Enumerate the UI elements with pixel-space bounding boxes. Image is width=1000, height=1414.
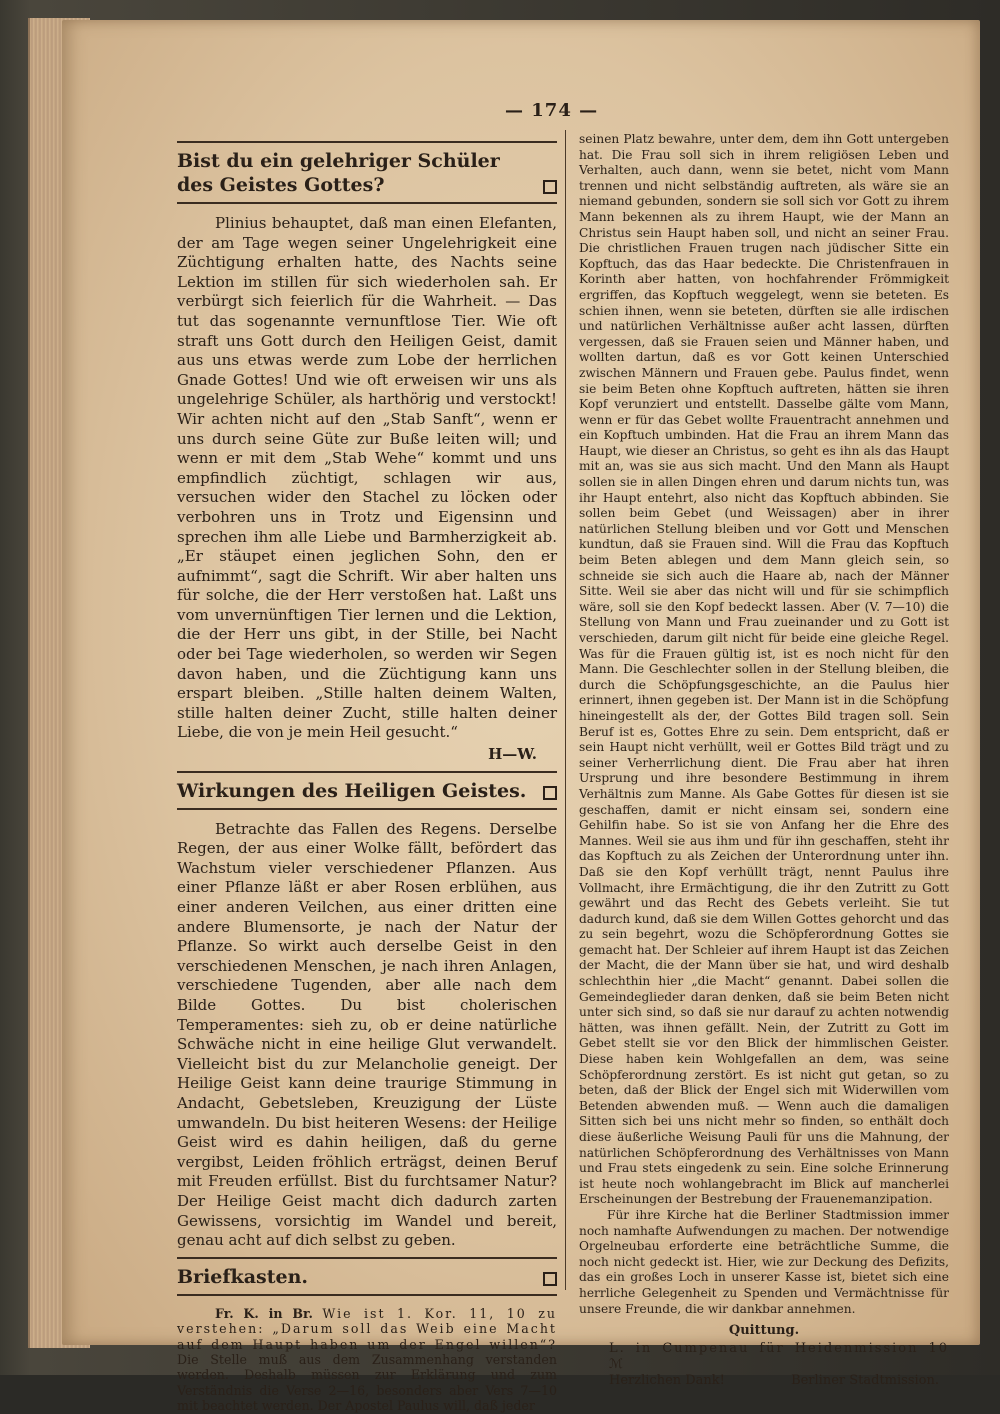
receipt-title: Quittung. <box>728 1323 800 1339</box>
receipt-line: L. in Cumpenau für Heidenmission 10 ℳ <box>609 1340 949 1372</box>
section-title-sec1: Bist du ein gelehriger Schüler des Geistes Gottes? <box>177 150 500 196</box>
page-number: — 174 — <box>505 100 599 121</box>
article-paragraph: Plinius behauptet, daß man einen Elefanten, der am Tage wegen seiner Ungelehrigkeit eine Züchtigung erhalten hatte, des Nachts seine Lektion im stillen für sich wiederholen sah. Er verbürgt sich feierlich für die Wahrheit. — Das tut das sogenannte vernunftlose Tier. Wie oft straft uns Gott durch den Heiligen Geist, damit aus uns etwas werde zum Lobe der herrlichen Gnade Gottes! Und wie oft erweisen wir uns als ungelehrige Schüler, als harthörig und verstockt! Wir achten nicht auf den „Stab Sanft“, wenn er uns durch seine Güte zur Buße leiten will; und wenn er mit dem „Stab Wehe“ kommt und uns empfindlich züchtigt, schlagen wir aus, versuchen wider den Stachel zu löcken oder verbohren uns in Trotz und Eigensinn und sprechen ihm alle Liebe und Barmherzigkeit ab. „Er stäupet einen jeglichen Sohn, den er aufnimmt“, sagt die Schrift. Wir aber halten uns für solche, die der Herr verstoßen hat. Laßt uns vom unvernünftigen Tier lernen und die Lektion, die der Herr uns gibt, in der Stille, bei Nacht oder bei Tage wiederholen, so werden wir Segen davon haben, und die Züchtigung kann uns erspart bleiben. „Stille halten deinem Walten, stille halten deiner Zucht, stille halten deiner Liebe, die von je mein Heil gesucht.“ <box>177 214 557 742</box>
letterbox-question: Wie ist 1. Kor. 11, 10 zu verstehen: „Darum soll das Weib eine Macht auf dem Haupt haben um der Engel willen“? <box>177 1305 557 1352</box>
letterbox-entry <box>177 1306 557 1414</box>
receipt-footer <box>609 1373 949 1389</box>
section-heading <box>177 141 557 204</box>
receipt-thanks: Herzlichen Dank! <box>609 1372 725 1388</box>
section-heading <box>177 1257 557 1296</box>
section-title-sec2: Wirkungen des Heiligen Geistes. <box>177 779 527 802</box>
letterbox-answer: Die Stelle muß aus dem Zusammenhang verstanden werden. Deshalb müssen zur Erklärung und zum Verständnis die Verse 2—16, besonders aber Vers 7—10 mit beachtet werden. Der Apostel Paulus will, daß jeder <box>177 1351 557 1414</box>
article-paragraph: Betrachte das Fallen des Regens. Derselbe Regen, der aus einer Wolke fällt, befördert das Wachstum vieler verschiedener Pflanzen. Aus einer Pflanze läßt er aber Rosen erblühen, aus einer anderen Veilchen, aus einer dritten eine andere Blumensorte, je nach der Natur der Pflanze. So wirkt auch derselbe Geist in den verschiedenen Menschen, je nach ihren Anlagen, verschiedene Tugenden, aber alle nach dem Bilde Gottes. Du bist cholerischen Temperamentes: sieh zu, ob er deine natürliche Schwäche nicht in eine heilige Glut verwandelt. Vielleicht bist du zur Melancholie geneigt. Der Heilige Geist kann deine traurige Stimmung in Andacht, Gebetsleben, Kreuzigung der Lüste umwandeln. Du bist heiteren Wesens: der Heilige Geist wird es dahin heiligen, daß du gerne vergibst, Leiden fröhlich erträgst, deinen Beruf mit Freuden erfüllst. Bist du furchtsamer Natur? Der Heilige Geist macht dich dadurch zarten Gewissens, vorsichtig im Wandel und bereit, genau acht auf dich selbst zu geben. <box>177 819 557 1250</box>
section-heading <box>177 771 557 810</box>
mission-notice: Für ihre Kirche hat die Berliner Stadtmission immer noch namhafte Aufwendungen zu machen. Der notwendige Orgelneubau erforderte eine beträchtliche Summe, die noch nicht gedeckt ist. Hier, wie zur Deckung des Defizits, das ein großes Loch in unserer Kasse ist, bietet sich eine herrliche Gelegenheit zu Spenden und Vermächtnisse für unsere Freunde, die wir dankbar annehmen. <box>579 1207 949 1316</box>
section-title-sec3: Briefkasten. <box>177 1265 309 1288</box>
letterbox-answer-continued: seinen Platz bewahre, unter dem, dem ihn Gott untergeben hat. Die Frau soll sich in ihrem religiösen Leben und Verhalten, auch dann, wenn sie betet, nicht vom Mann trennen und nicht selbständig auftreten, als wäre sie an niemand gebunden, sondern sie soll sich vor Gott zu ihrem Mann bekennen als zu ihrem Haupt, wie der Mann an Christus sein Haupt haben soll, und nicht an seiner Frau. Die christlichen Frauen trugen nach jüdischer Sitte ein Kopftuch, das das Haar bedeckte. Die Christenfrauen in Korinth aber hatten, von hochfahrender Frömmigkeit ergriffen, das Kopftuch weggelegt, wenn sie beteten. Es schien ihnen, wenn sie beteten, dürften sie alle irdischen und natürlichen Verhältnisse außer acht lassen, dürften vergessen, daß sie Frauen seien und Männer haben, und wollten dartun, daß es vor Gott keinen Unterschied zwischen Männern und Frauen gebe. Paulus findet, wenn sie beim Beten ohne Kopftuch auftreten, hätten sie ihren Kopf verunziert und entstellt. Dasselbe gälte vom Mann, wenn er für das Gebet wollte Frauentracht annehmen und ein Kopftuch umbinden. Hat die Frau an ihrem Mann das Haupt, wie dieser an Christus, so geht es ihn als das Haupt mit an, was sie aus sich macht. Und den Mann als Haupt sollen sie in allen Dingen ehren und darum nichts tun, was ihr Haupt entehrt, also nicht das Kopftuch abbinden. Sie sollen beim Gebet (und Weissagen) aber in ihrer natürlichen Stellung bleiben und vor Gott und Menschen kundtun, daß sie Frauen sind. Will die Frau das Kopftuch beim Beten ablegen und dem Mann gleich sein, so schneide sie sich auch die Haare ab, nach der Männer Sitte. Weil sie aber das nicht will und für sie schimpflich wäre, soll sie den Kopf bedeckt lassen. Aber (V. 7—10) die Stellung von Mann und Frau zueinander und zu Gott ist verschieden, darum gilt nicht für beide eine gleiche Regel. Was für die Frauen gültig ist, ist es noch nicht für den Mann. Die Geschlechter sollen in der Stellung bleiben, die durch die Schöpfungsgeschichte, an die Paulus hier erinnert, ihnen gegeben ist. Der Mann ist in die Schöpfung hineingestellt als der, der Gottes Bild tragen soll. Sein Beruf ist es, Gottes Ehre zu sein. Dem entspricht, daß er sein Haupt nicht verhüllt, weil er Gottes Bild trägt und zu seiner Verherrlichung dient. Die Frau aber hat ihren Ursprung und ihre besondere Bestimmung in ihrem Verhältnis zum Manne. Als Gabe Gottes für diesen ist sie geschaffen, damit er nicht einsam sei, sondern eine Gehilfin habe. So ist sie von Anfang her die Ehre des Mannes. Weil sie aus ihm und für ihn geschaffen, steht ihr das Kopftuch zu als Zeichen der Unterordnung unter ihn. Daß sie den Kopf verhüllt trägt, nennt Paulus ihre Vollmacht, ihre Ermächtigung, die ihr den Zutritt zu Gott gewährt und das Recht des Gebets verleiht. Sie tut dadurch kund, daß sie dem Willen Gottes gehorcht und das zu sein begehrt, wozu die Schöpferordnung Gottes sie gemacht hat. Der Schleier auf ihrem Haupt ist das Zeichen der Macht, die der Mann über sie hat, und wird deshalb schlechthin hier „die Macht“ genannt. Dabei sollen die Gemeindeglieder daran denken, daß sie beim Beten nicht unter sich sind, so daß sie nur darauf zu achten notwendig hätten, was ihnen gefällt. Nein, der Zutritt zu Gott im Gebet stellt sie vor den Blick der himmlischen Geister. Diese haben kein Wohlgefallen an dem, was seine Schöpferordnung zerstört. Es ist nicht gut getan, so zu beten, daß der Blick der Engel sich mit Widerwillen vom Betenden abwenden muß. — Wenn auch die damaligen Sitten sich bei uns nicht mehr so finden, so enthält doch diese äußerliche Weisung Pauli für uns die Mahnung, der natürlichen Schöpferordnung des Verhältnisses von Mann und Frau stets eingedenk zu sein. Eine solche Erinnerung ist heute noch wohlangebracht im Blick auf mancherlei Erscheinungen der Bestrebung der Frauenemanzipation. <box>579 132 949 1207</box>
left-column <box>177 135 557 1414</box>
receipt-block <box>579 1341 949 1389</box>
article-signature: H—W. <box>488 745 537 764</box>
column-divider <box>565 130 566 1290</box>
square-ornament-icon <box>543 786 557 800</box>
letterbox-addressee: Fr. K. in Br. <box>215 1305 313 1321</box>
right-column <box>579 132 949 1389</box>
receipt-sender: Berliner Stadtmission. <box>791 1372 939 1388</box>
square-ornament-icon <box>543 1272 557 1286</box>
square-ornament-icon <box>543 180 557 194</box>
